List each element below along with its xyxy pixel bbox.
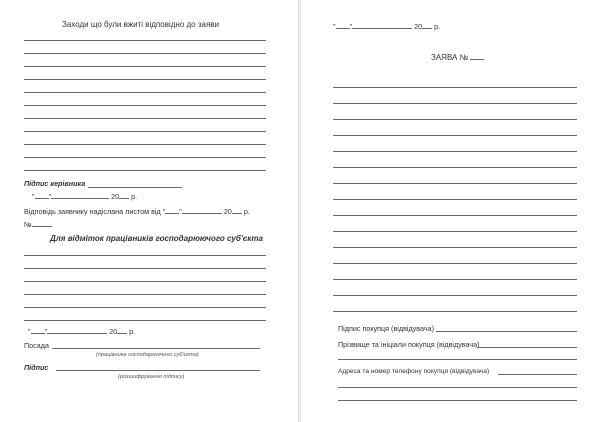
- writing-line: [24, 320, 266, 321]
- head-date: " " 20 р.: [32, 192, 138, 201]
- head-signature-label: Підпис керівника: [24, 179, 86, 188]
- signature-line: [56, 370, 260, 371]
- writing-line: [24, 118, 266, 119]
- customer-contact-line-2: [338, 387, 577, 388]
- writing-line: [24, 281, 266, 282]
- reply-number: №: [24, 219, 52, 229]
- writing-line: [24, 40, 266, 41]
- writing-line: [333, 311, 577, 312]
- reply-sent-line: Відповідь заявнику надіслана листом від " " 20 р.: [24, 207, 250, 216]
- writing-line: [24, 53, 266, 54]
- writing-line: [24, 66, 266, 67]
- writing-line: [333, 199, 577, 200]
- writing-line: [24, 79, 266, 80]
- application-date: " " 20 р.: [333, 22, 441, 31]
- writing-line: [24, 307, 266, 308]
- staff-date: " " 20 р.: [28, 327, 136, 336]
- writing-line: [24, 92, 266, 93]
- writing-line: [24, 294, 266, 295]
- head-signature-line: [88, 187, 182, 188]
- writing-line: [333, 263, 577, 264]
- writing-line: [333, 135, 577, 136]
- writing-line: [24, 144, 266, 145]
- writing-line: [333, 151, 577, 152]
- writing-line: [333, 119, 577, 120]
- customer-signature-label: Підпис покупця (відвідувача): [338, 324, 434, 333]
- customer-signature-line: [436, 331, 577, 332]
- writing-line: [333, 295, 577, 296]
- measures-title: Заходи що були вжиті відповідно до заяви: [62, 20, 219, 29]
- right-page: [301, 0, 600, 422]
- customer-contact-line-3: [338, 400, 577, 401]
- position-line: [52, 348, 260, 349]
- writing-line: [333, 183, 577, 184]
- application-title: ЗАЯВА №: [431, 52, 484, 62]
- writing-line: [24, 105, 266, 106]
- left-page: [0, 0, 298, 422]
- customer-name-line: [477, 347, 577, 348]
- customer-contact-line: [498, 374, 577, 375]
- writing-line: [333, 231, 577, 232]
- writing-line: [24, 268, 266, 269]
- writing-line: [333, 247, 577, 248]
- signature-hint: (розшифрування підпису): [118, 374, 185, 380]
- writing-line: [24, 131, 266, 132]
- customer-name-label: Прізвище та ініціали покупця (відвідувача): [338, 340, 480, 349]
- writing-line: [333, 87, 577, 88]
- writing-line: [24, 157, 266, 158]
- writing-line: [333, 103, 577, 104]
- writing-line: [333, 167, 577, 168]
- signature-label: Підпис: [24, 363, 49, 372]
- position-hint: (працівника господарюючого суб'єкта): [96, 352, 199, 358]
- customer-name-line-2: [338, 359, 577, 360]
- customer-contact-label: Адреса та номер телефону покупця (відвідувача): [338, 368, 490, 375]
- writing-line: [333, 215, 577, 216]
- writing-line: [24, 255, 266, 256]
- position-label: Посада: [24, 341, 49, 350]
- writing-line: [333, 279, 577, 280]
- staff-notes-title: Для відміток працівників господарюючого суб'єкта: [50, 234, 263, 243]
- writing-line: [24, 170, 266, 171]
